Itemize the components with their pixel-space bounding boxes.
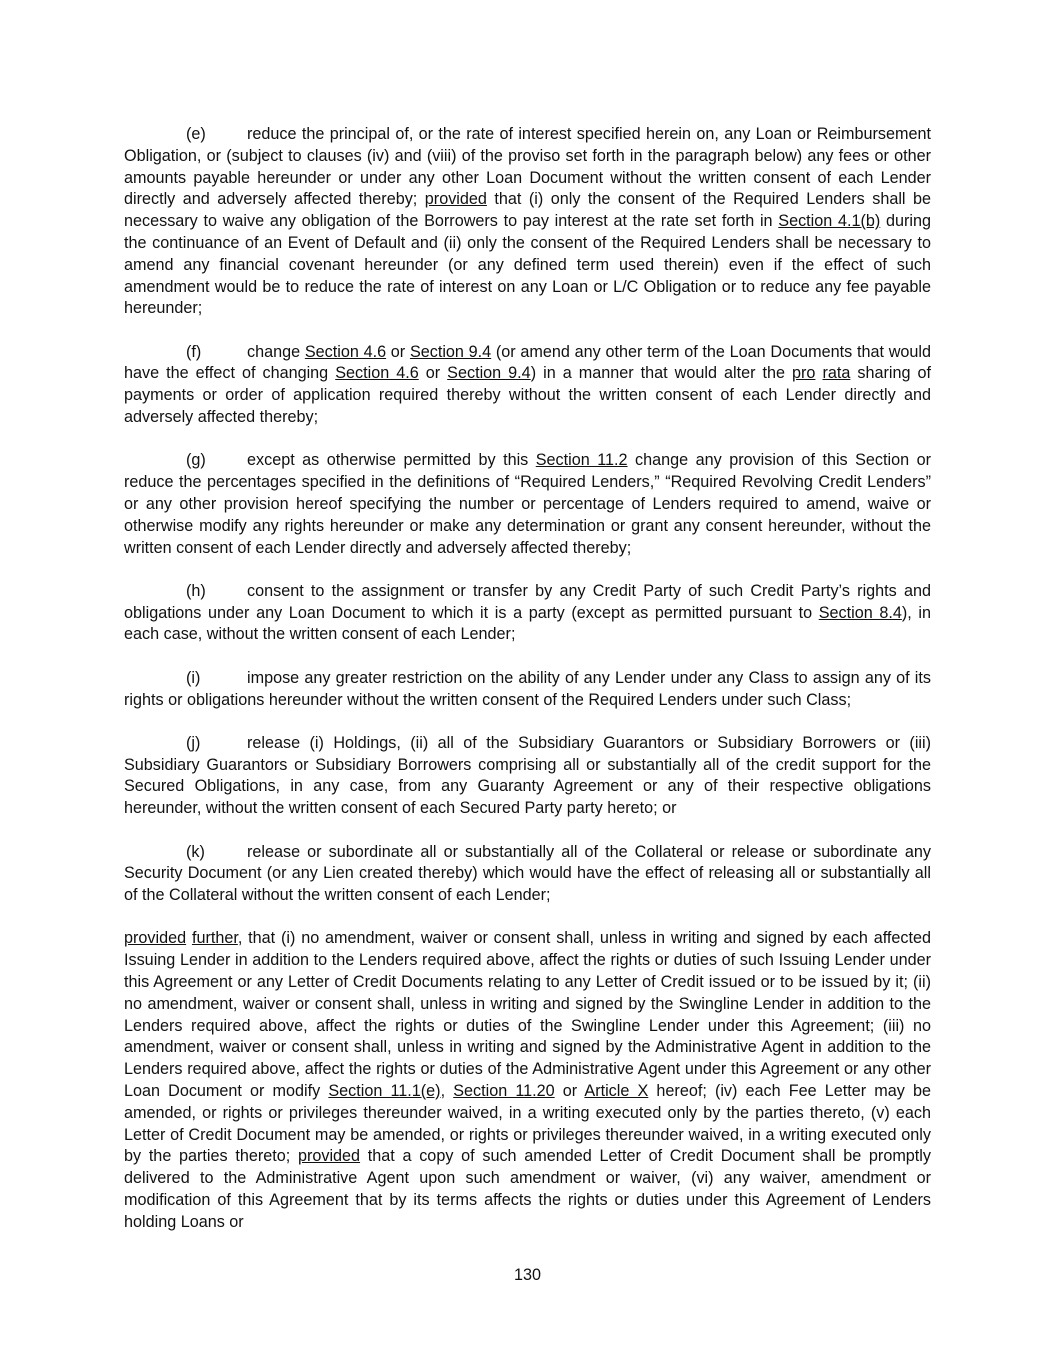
latin-term: pro: [792, 364, 816, 383]
section-reference: Section 8.4: [818, 603, 902, 622]
clause-label: (g): [186, 451, 206, 470]
latin-term: rata: [822, 364, 851, 383]
clause-j: (j) release (i) Holdings, (ii) all of the Subsidiary Guarantors or Subsidiary Borrowers or (iii) Subsidiary Guarantors or Subsidiary Borrowers comprising all or substantially all of the credit support for the Secured Obligations, in any case, from any Guaranty Agreement or any of their respective obligations hereunder, without the written consent of each Secured Party party hereto; or: [124, 733, 931, 818]
clause-label: (k): [186, 842, 205, 861]
clause-e: (e) reduce the principal of, or the rate of interest specified herein on, any Loan or Reimbursement Obligation, or (subject to clauses (iv) and (viii) of the proviso set forth in the paragraph below) any fees or other amounts payable hereunder or under any other Loan Document without the written consent of each Lender directly and adversely affected thereby; provided that (i) only the consent of the Required Lenders shall be necessary to waive any obligation of the Borrowers to pay interest at the rate set forth in Section 4.1(b) during the continuance of an Event of Default and (ii) only the consent of the Required Lenders shall be necessary to amend any financial covenant hereunder (or any defined term used therein) even if the effect of such amendment would be to reduce the rate of interest on any Loan or L/C Obligation or to reduce any fee payable hereunder;: [124, 125, 932, 318]
document-body: [124, 124, 931, 1255]
clause-label: (e): [186, 125, 206, 143]
further-term: further: [191, 929, 238, 948]
section-reference: Section 11.1(e): [328, 1081, 441, 1100]
provided-term: provided: [297, 1147, 361, 1166]
clause-k: (k) release or subordinate all or substantially all of the Collateral or release or subordinate any Security Document (or any Lien created thereby) which would have the effect of releasing all or substantially all of the Collateral without the written consent of each Lender;: [124, 842, 931, 905]
provided-term: provided: [424, 190, 487, 209]
article-reference: Article X: [584, 1081, 649, 1100]
section-reference: Section 4.1(b): [778, 212, 881, 231]
section-reference: Section 9.4: [447, 364, 531, 383]
clause-label: (i): [186, 668, 201, 687]
provided-term: provided: [124, 929, 187, 948]
section-reference: Section 9.4: [409, 342, 492, 361]
clause-g: (g) except as otherwise permitted by this Section 11.2 change any provision of this Section or reduce the percentages specified in the definitions of “Required Lenders,” “Required Revolving Credit Lenders” or any other provision hereof specifying the number or percentage of Lenders required to amend, waive or otherwise modify any rights hereunder or make any determination or grant any consent hereunder, without the written consent of each Lender directly and adversely affected thereby;: [124, 451, 931, 557]
section-reference: Section 4.6: [304, 342, 387, 361]
clause-f: (f) change Section 4.6 or Section 9.4 (or amend any other term of the Loan Documents that would have the effect of changing Section 4.6 or Section 9.4) in a manner that would alter the pro rata sharing of payments or order of application required thereby without the written consent of each Lender directly and adversely affected thereby;: [124, 342, 932, 427]
page-number: 130: [513, 1266, 541, 1284]
clause-h: (h) consent to the assignment or transfer by any Credit Party of such Credit Party’s rights and obligations under any Loan Document to which it is a party (except as permitted pursuant to Section 8.4), in each case, without the written consent of each Lender;: [124, 581, 931, 644]
clause-label: (h): [186, 581, 206, 600]
clause-i: (i) impose any greater restriction on the ability of any Lender under any Class to assign any of its rights or obligations hereunder without the written consent of the Required Lenders under such Class;: [124, 668, 931, 709]
clause-label: (f): [186, 342, 202, 361]
section-reference: Section 4.6: [335, 364, 419, 383]
proviso-paragraph: provided further, that (i) no amendment, waiver or consent shall, unless in writing and signed by each affected Issuing Lender in addition to the Lenders required above, affect the rights or duties of such Issuing Lender under this Agreement or any Letter of Credit Documents relating to any Letter of Credit issued or to be issued by it; (ii) no amendment, waiver or consent shall, unless in writing and signed by the Swingline Lender in addition to the Lenders required above, affect the rights or duties of the Swingline Lender under this Agreement; (iii) no amendment, waiver or consent shall, unless in writing and signed by the Administrative Agent in addition to the Lenders required above, affect the rights or duties of the Administrative Agent under this Agreement or any other Loan Document or modify Section 11.1(e), Section 11.20 or Article X hereof; (iv) each Fee Letter may be amended, or rights or privileges thereunder waived, in a writing executed only by the parties thereto, (v) each Letter of Credit Document may be amended, or rights or privileges thereunder waived, in a writing executed only by the parties thereto; provided that a copy of such amended Letter of Credit Document shall be promptly delivered to the Administrative Agent upon such amendment or waiver, (vi) any waiver, amendment or modification of this Agreement that by its terms affects the rights or duties under this Agreement of Lenders holding Loans or: [124, 929, 932, 1231]
section-reference: Section 11.20: [453, 1081, 555, 1100]
clause-label: (j): [186, 733, 201, 752]
section-reference: Section 11.2: [535, 451, 628, 470]
